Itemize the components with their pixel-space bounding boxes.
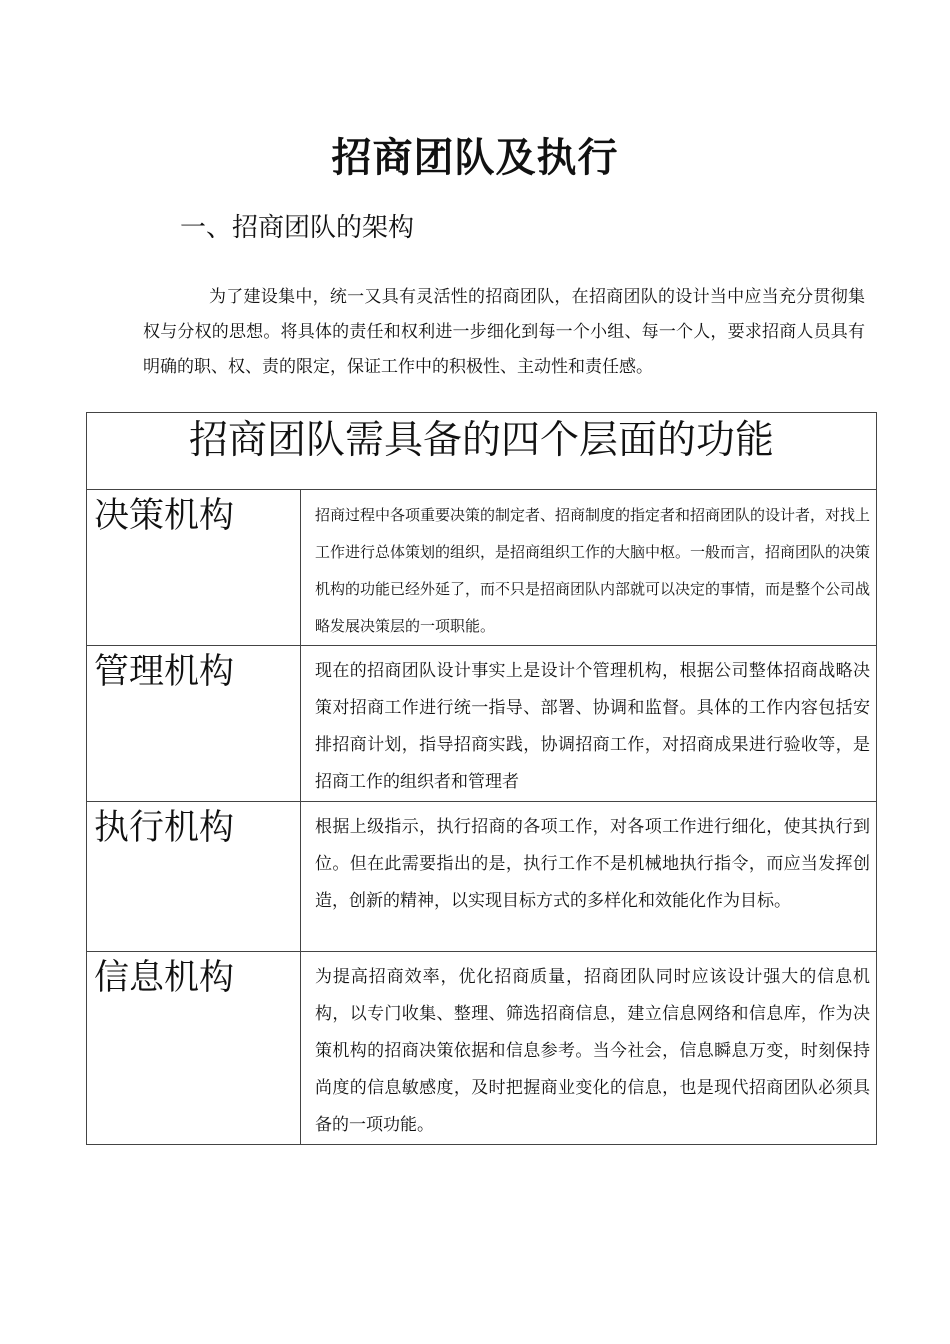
function-description: 招商过程中各项重要决策的制定者、招商制度的指定者和招商团队的设计者，对找上工作进行总体策划的组织，是招商组织工作的大脑中枢。一般而言，招商团队的决策机构的功能已经外延了，而不只是招商团队内部就可以决定的事情，而是整个公司战略发展决策层的一项职能。 (301, 490, 877, 646)
function-name: 执行机构 (87, 802, 301, 952)
intro-paragraph: 为了建设集中，统一又具有灵活性的招商团队，在招商团队的设计当中应当充分贯彻集权与分权的思想。将具体的责任和权利进一步细化到每一个小组、每一个人，要求招商人员具有明确的职、权、责的限定，保证工作中的积极性、主动性和责任感。 (143, 287, 865, 377)
function-name: 管理机构 (87, 646, 301, 802)
table-header-row (87, 413, 877, 490)
table-row (87, 490, 877, 646)
document-title: 招商团队及执行 (331, 133, 619, 181)
function-description: 根据上级指示，执行招商的各项工作，对各项工作进行细化，使其执行到位。但在此需要指出的是，执行工作不是机械地执行指令，而应当发挥创造，创新的精神，以实现目标方式的多样化和效能化作为目标。 (301, 802, 877, 952)
table-row (87, 802, 877, 952)
function-description: 现在的招商团队设计事实上是设计个管理机构，根据公司整体招商战略决策对招商工作进行统一指导、部署、协调和监督。具体的工作内容包括安排招商计划，指导招商实践，协调招商工作，对招商成果进行验收等，是招商工作的组织者和管理者 (301, 646, 877, 802)
section-heading: 一、招商团队的架构 (180, 213, 415, 243)
function-name: 决策机构 (87, 490, 301, 646)
functions-table (86, 412, 877, 1145)
table-row (87, 952, 877, 1145)
function-description: 为提高招商效率，优化招商质量，招商团队同时应该设计强大的信息机构，以专门收集、整理、筛选招商信息，建立信息网络和信息库，作为决策机构的招商决策依据和信息参考。当今社会，信息瞬息万变，时刻保持尚度的信息敏感度，及时把握商业变化的信息，也是现代招商团队必须具备的一项功能。 (301, 952, 877, 1145)
table-title: 招商团队需具备的四个层面的功能 (87, 413, 877, 490)
table-row (87, 646, 877, 802)
function-name: 信息机构 (87, 952, 301, 1145)
